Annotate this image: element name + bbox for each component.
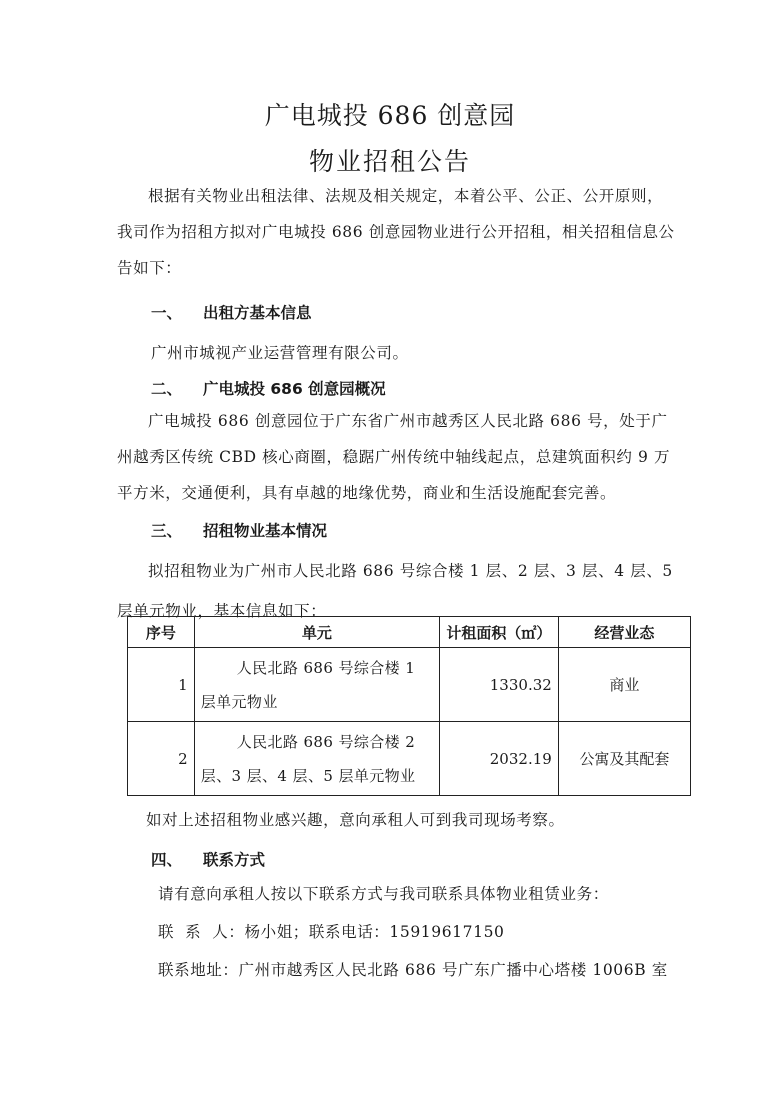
intro-paragraph: 根据有关物业出租法律、法规及相关规定，本着公平、公正、公开原则，我司作为招租方拟对广电城投 686 创意园物业进行公开招租，相关招租信息公告如下： (117, 187, 675, 277)
page-subtitle: 物业招租公告 (308, 147, 471, 176)
cell-type: 商业 (558, 648, 690, 722)
section-heading-2 (151, 377, 386, 399)
header-cell-type: 经营业态 (558, 617, 690, 648)
section-number: 三、 (151, 522, 183, 540)
contact-address-line: 联系地址：广州市越秀区人民北路 686 号广东广播中心塔楼 1006B 室 (158, 961, 668, 979)
section-body-2: 广电城投 686 创意园位于广东省广州市越秀区人民北路 686 号，处于广州越秀区传统 CBD 核心商圈，稳踞广州传统中轴线起点，总建筑面积约 9 万平方米，交通便利，具有卓越的地缘优势，商业和生活设施配套完善。 (117, 412, 671, 502)
cell-unit: 人民北路 686 号综合楼 1 层单元物业 (194, 648, 439, 722)
section-number: 一、 (151, 304, 183, 322)
header-cell-unit: 单元 (194, 617, 439, 648)
contact-person-line: 联 系 人：杨小姐；联系电话：15919617150 (158, 923, 505, 941)
page-title: 广电城投 686 创意园 (264, 101, 516, 130)
section-body-4: 请有意向承租人按以下联系方式与我司联系具体物业租赁业务： (158, 885, 609, 903)
header-cell-area: 计租面积（㎡） (440, 617, 559, 648)
section-body-3: 拟招租物业为广州市人民北路 686 号综合楼 1 层、2 层、3 层、4 层、5 层单元物业，基本信息如下： (117, 562, 673, 620)
table-row (128, 722, 691, 796)
section-body-1: 广州市城视产业运营管理有限公司。 (151, 344, 409, 362)
section-title: 联系方式 (203, 851, 266, 869)
cell-no: 1 (128, 648, 195, 722)
section-number: 二、 (151, 380, 183, 398)
cell-no: 2 (128, 722, 195, 796)
section-heading-4 (151, 848, 265, 870)
cell-unit: 人民北路 686 号综合楼 2 层、3 层、4 层、5 层单元物业 (194, 722, 439, 796)
header-cell-no: 序号 (128, 617, 195, 648)
section-heading-3 (151, 519, 327, 541)
interest-note: 如对上述招租物业感兴趣，意向承租人可到我司现场考察。 (146, 811, 565, 829)
section-number: 四、 (151, 851, 183, 869)
section-title: 广电城投 686 创意园概况 (203, 380, 386, 398)
cell-type: 公寓及其配套 (558, 722, 690, 796)
table-row (128, 648, 691, 722)
property-table (127, 616, 691, 796)
cell-area: 1330.32 (440, 648, 559, 722)
section-title: 招租物业基本情况 (203, 522, 328, 540)
table-header-row (128, 617, 691, 648)
section-title: 出租方基本信息 (203, 304, 312, 322)
section-heading-1 (151, 301, 312, 323)
cell-area: 2032.19 (440, 722, 559, 796)
